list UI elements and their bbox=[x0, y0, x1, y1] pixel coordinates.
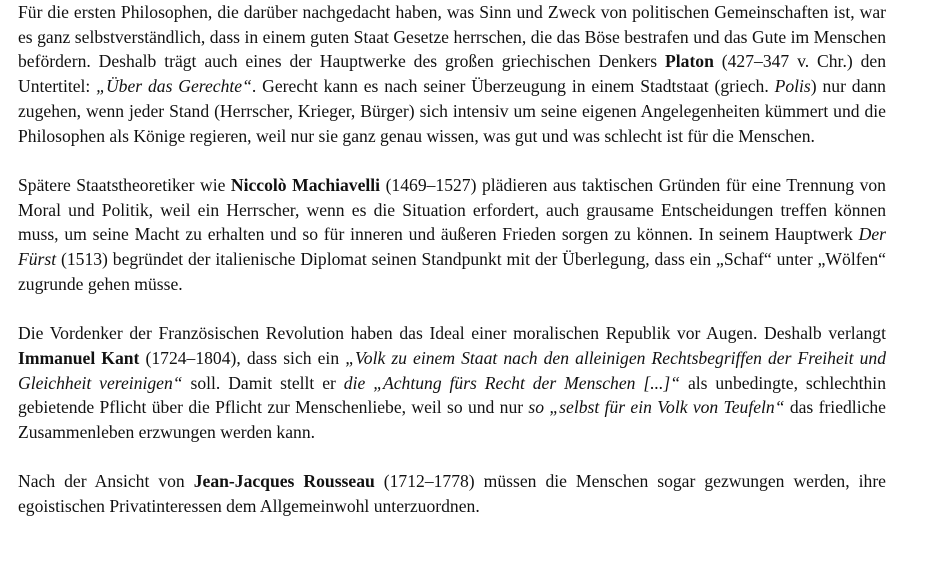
paragraph-machiavelli bbox=[18, 173, 886, 297]
paragraph-rousseau bbox=[18, 469, 886, 518]
person-name-kant: Immanuel Kant bbox=[18, 347, 140, 368]
person-name-rousseau: Jean-Jacques Rousseau bbox=[193, 471, 375, 492]
person-name-machiavelli: Niccolò Machiavelli bbox=[230, 174, 381, 195]
paragraph-kant bbox=[18, 321, 886, 445]
text-segment: soll. Damit stellt er bbox=[182, 372, 344, 393]
quote-teufeln: so „selbst für ein Volk von Teufeln“ bbox=[528, 397, 785, 418]
paragraph-platon bbox=[18, 0, 886, 148]
text-segment: . Gerecht kann es nach seiner Überzeugung in einem Stadtstaat (griech. bbox=[251, 76, 775, 97]
quote-volk: „Volk zu einem Staat nach den alleinigen Rechtsbegriffen der Freiheit und Gleichheit vereinigen“ bbox=[18, 347, 886, 393]
text-segment: (1712–1778) müssen die Menschen sogar gezwungen werden, ihre egoistischen Privatinteressen dem Allgemeinwohl unterzuordnen. bbox=[18, 471, 886, 517]
text-segment: (427–347 v. Chr.) den Untertitel: bbox=[18, 51, 886, 97]
person-name-platon: Platon bbox=[665, 51, 714, 72]
text-segment: (1724–1804), dass sich ein bbox=[139, 347, 346, 368]
text-segment: Spätere Staatstheoretiker wie bbox=[18, 174, 231, 195]
text-segment: das friedliche Zusammenleben erzwungen werden kann. bbox=[18, 397, 886, 442]
text-segment: Für die ersten Philosophen, die darüber nachgedacht haben, was Sinn und Zweck von politischen Gemeinschaften ist, war es ganz selbstverständlich, dass in einem guten Staat Gesetze herrschen, die das Böse bestrafen und das Gute im Menschen befördern. Deshalb trägt auch eines der Hauptwerke des großen griechischen Denkers bbox=[18, 2, 886, 72]
term-polis: Polis bbox=[774, 76, 811, 97]
quote-achtung: die „Achtung fürs Recht der Menschen [...]“ bbox=[343, 372, 681, 393]
book-title: Der Fürst bbox=[18, 224, 886, 270]
text-segment: (1513) begründet der italienische Diplomat seinen Standpunkt mit der Überlegung, dass ein „Schaf“ unter „Wölfen“ zugrunde gehen müsse. bbox=[18, 249, 886, 294]
text-segment: als unbedingte, schlechthin gebietende Pflicht über die Pflicht zur Menschenliebe, weil so und nur bbox=[18, 372, 886, 418]
text-segment: (1469–1527) plädieren aus taktischen Gründen für eine Trennung von Moral und Politik, weil ein Herrscher, wenn es die Situation erfordert, auch grausame Entscheidungen treffen können muss, um seine Macht zu erhalten und so für inneren und äußeren Frieden sorgen zu können. In seinem Hauptwerk bbox=[18, 174, 886, 245]
text-segment: Die Vordenker der Französischen Revolution haben das Ideal einer moralischen Republik vor Augen. Deshalb verlangt bbox=[18, 323, 886, 344]
text-segment: ) nur dann zugehen, wenn jeder Stand (Herrscher, Krieger, Bürger) sich intensiv um seine eigenen Angelegenheiten kümmert und die Philosophen als Könige regieren, weil nur sie ganz genau wissen, was gut und was schlecht ist für die Menschen. bbox=[18, 76, 886, 146]
quote-subtitle: „Über das Gerechte“ bbox=[96, 76, 252, 97]
document-body bbox=[18, 0, 886, 519]
text-segment: Nach der Ansicht von bbox=[18, 471, 194, 492]
